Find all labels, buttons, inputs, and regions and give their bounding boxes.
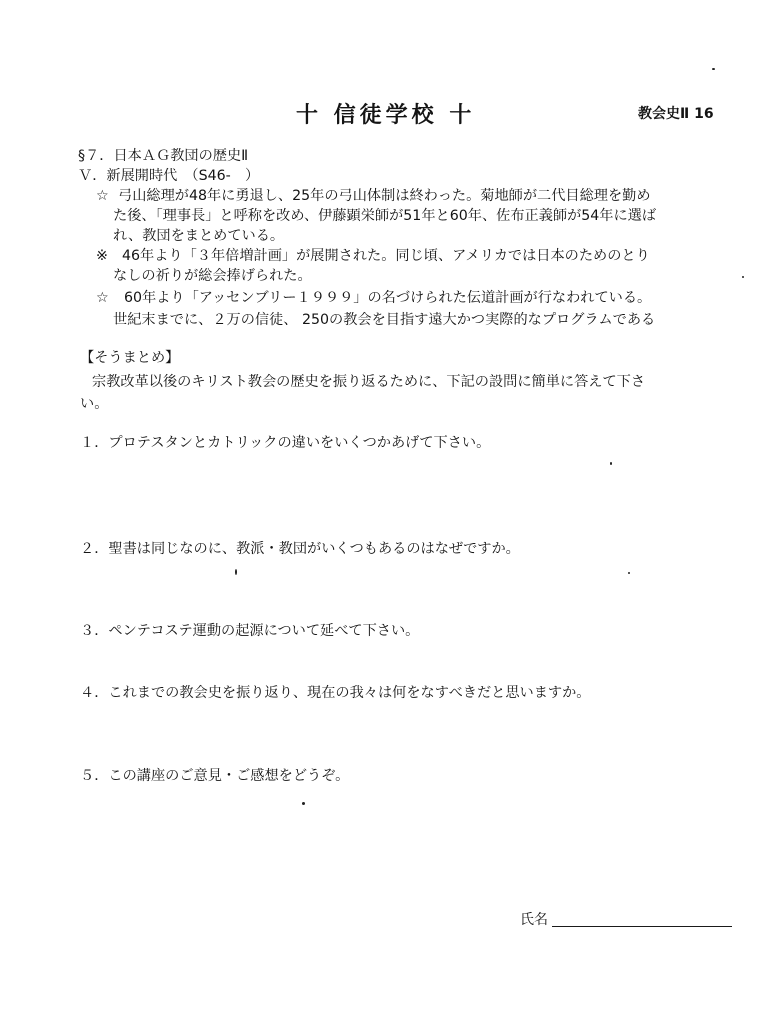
bullet-star-icon: ☆ <box>96 188 109 204</box>
summary-intro-line: い。 <box>80 396 109 412</box>
item-line: 60年より「アッセンブリー１９９９」の名づけられた伝道計画が行なわれている。 <box>124 290 652 306</box>
scan-speck <box>742 276 744 278</box>
item-line: なしの祈りが総会捧げられた。 <box>113 268 312 284</box>
item-line: 弓山総理が48年に勇退し、25年の弓山体制は終わった。菊地師が二代目総理を勤め <box>118 188 651 204</box>
question-3: ３．ペンテコステ運動の起源について延べて下さい。 <box>80 623 420 639</box>
question-5: ５．この講座のご意見・ご感想をどうぞ。 <box>80 768 350 784</box>
summary-intro-line: 宗教改革以後のキリスト教会の歴史を振り返るために、下記の設問に簡単に答えて下さ <box>92 374 646 390</box>
bullet-star-icon: ☆ <box>96 290 109 306</box>
bullet-note-icon: ※ <box>96 248 108 264</box>
scan-speck <box>628 572 630 574</box>
question-1: １．プロテスタンとカトリックの違いをいくつかあげて下さい。 <box>80 435 491 451</box>
item-line: 世紀末までに、２万の信徒、 250の教会を目指す遠大かつ実際的なプログラムである <box>113 312 656 328</box>
question-4: ４．これまでの教会史を振り返り、現在の我々は何をなすべきだと思いますか。 <box>80 685 591 701</box>
signature-label: 氏名 <box>520 912 548 928</box>
scan-speck <box>712 68 715 70</box>
signature-line <box>552 926 732 927</box>
item-line: た後、「理事長」と呼称を改め、伊藤顕栄師が51年と60年、佐布正義師が54年に選ば <box>113 208 657 224</box>
scan-speck <box>235 569 237 575</box>
item-line: 46年より「３年倍増計画」が展開された。同じ頃、アメリカでは日本のためのとり <box>122 248 650 264</box>
summary-heading: 【そうまとめ】 <box>80 350 180 366</box>
item-line: れ、教団をまとめている。 <box>113 228 285 244</box>
question-2: ２．聖書は同じなのに、教派・教団がいくつもあるのはなぜですか。 <box>80 541 520 557</box>
page-title: 十 信徒学校 十 <box>296 102 476 128</box>
scan-speck <box>302 802 305 805</box>
section-subheading: Ｖ．新展開時代 （S46- ） <box>78 168 260 184</box>
course-label: 教会史Ⅱ 16 <box>638 106 714 122</box>
scan-speck <box>610 462 612 465</box>
section-heading: §７．日本ＡＧ教団の歴史Ⅱ <box>78 148 249 164</box>
